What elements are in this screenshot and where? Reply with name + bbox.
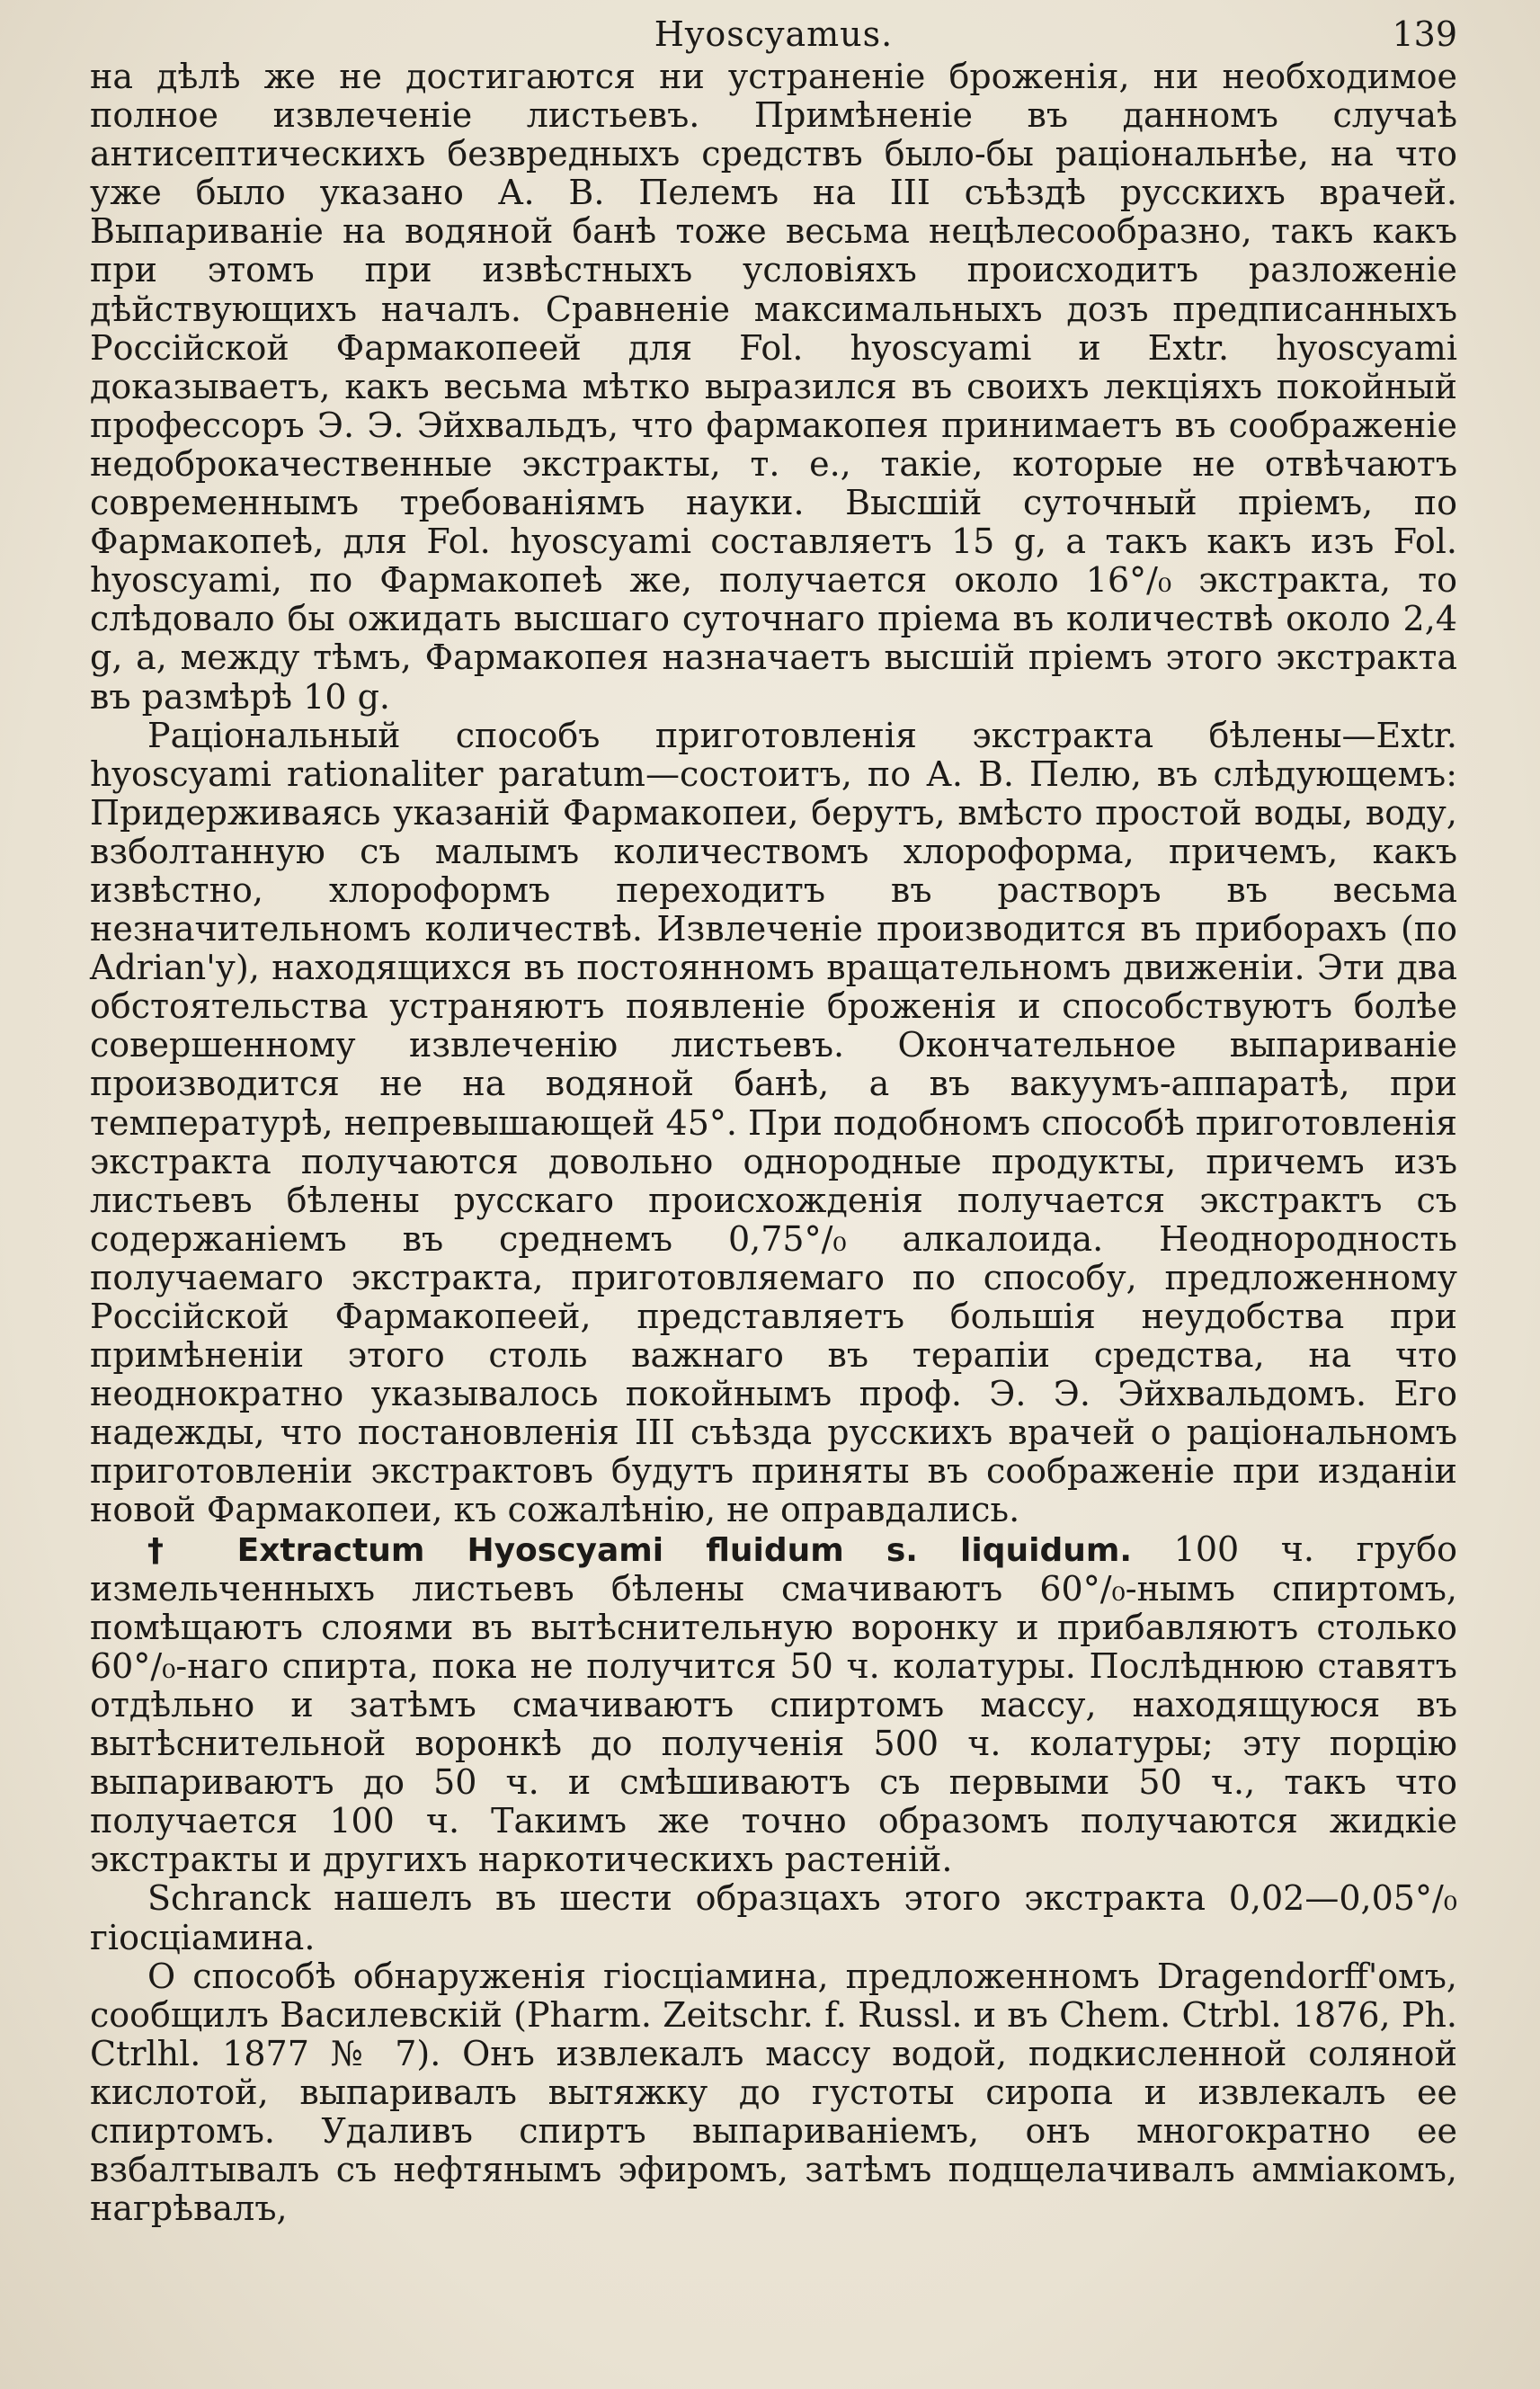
body-text <box>90 58 1457 2228</box>
paragraph-4: Schranck нашелъ въ шести образцахъ этого экстракта 0,02—0,05°/₀ гіосціамина. <box>90 1878 1457 1957</box>
paragraph-3 <box>90 1530 1457 1880</box>
page-number: 139 <box>1392 14 1457 54</box>
section-text: 100 ч. грубо измельченныхъ листьевъ бѣлены смачиваютъ 60°/₀-нымъ спиртомъ, помѣщаютъ слоями въ вытѣснительную воронку и прибавляютъ столько 60°/₀-наго спирта, пока не получится 50 ч. колатуры. Послѣднюю ставятъ отдѣльно и затѣмъ смачиваютъ спиртомъ массу, находящуюся въ вытѣснительной воронкѣ до полученія 500 ч. колатуры; эту порцію выпариваютъ до 50 ч. и смѣшиваютъ съ первыми 50 ч., такъ что получается 100 ч. Такимъ же точно образомъ получаются жидкіе экстракты и другихъ наркотическихъ растеній. <box>90 1529 1457 1880</box>
paragraph-2: Раціональный способъ приготовленія экстракта бѣлены—Extr. hyoscyami rationaliter paratum—состоитъ, по А. В. Пелю, въ слѣдующемъ: Придерживаясь указаній Фармакопеи, берутъ, вмѣсто простой воды, воду, взболтанную съ малымъ количествомъ хлороформа, причемъ, какъ извѣстно, хлороформъ переходитъ въ растворъ въ весьма незначительномъ количествѣ. Извлеченіе производится въ приборахъ (по Adrian'у), находящихся въ постоянномъ вращательномъ движеніи. Эти два обстоятельства устраняютъ появленіе броженія и способствуютъ болѣе совершенному извлеченію листьевъ. Окончательное выпариваніе производится не на водяной банѣ, а въ вакуумъ-аппаратѣ, при температурѣ, непревышающей 45°. При подобномъ способѣ приготовленія экстракта получаются довольно однородные продукты, причемъ изъ листьевъ бѣлены русскаго происхожденія получается экстрактъ съ содержаніемъ въ среднемъ 0,75°/₀ алкалоида. Неоднородность получаемаго экстракта, приготовляемаго по способу, предложенному Россійской Фармакопеей, представляетъ большія неудобства при примѣненіи этого столь важнаго въ терапіи средства, на что неоднократно указывалось покойнымъ проф. Э. Э. Эйхвальдомъ. Его надежды, что постановленія III съѣзда русскихъ врачей о раціональномъ приготовленіи экстрактовъ будутъ приняты въ соображеніе при изданіи новой Фармакопеи, къ сожалѣнію, не оправдались. <box>90 715 1457 1530</box>
section-heading: † Extractum Hyoscyami fluidum s. liquidum. <box>147 1531 1133 1569</box>
paragraph-1: на дѣлѣ же не достигаются ни устраненіе броженія, ни необходимое полное извлеченіе листьевъ. Примѣненіе въ данномъ случаѣ антисептическихъ безвредныхъ средствъ было-бы раціональнѣе, на что уже было указано А. В. Пелемъ на III съѣздѣ русскихъ врачей. Выпариваніе на водяной банѣ тоже весьма нецѣлесообразно, такъ какъ при этомъ при извѣстныхъ условіяхъ происходитъ разложеніе дѣйствующихъ началъ. Сравненіе максимальныхъ дозъ предписанныхъ Россійской Фармакопеей для Fol. hyoscyami и Extr. hyoscyami доказываетъ, какъ весьма мѣтко выразился въ своихъ лекціяхъ покойный профессоръ Э. Э. Эйхвальдъ, что фармакопея принимаетъ въ соображеніе недоброкачественные экстракты, т. е., такіе, которые не отвѣчаютъ современнымъ требованіямъ науки. Высшій суточный пріемъ, по Фармакопеѣ, для Fol. hyoscyami составляетъ 15 g, а такъ какъ изъ Fol. hyoscyami, по Фармакопеѣ же, получается около 16°/₀ экстракта, то слѣдовало бы ожидать высшаго суточнаго пріема въ количествѣ около 2,4 g, а, между тѣмъ, Фармакопея назначаетъ высшій пріемъ этого экстракта въ размѣрѣ 10 g. <box>90 57 1457 717</box>
paragraph-5: О способѣ обнаруженія гіосціамина, предложенномъ Dragendorff'омъ, сообщилъ Василевскій (Pharm. Zeitschr. f. Russl. и въ Chem. Ctrbl. 1876, Ph. Ctrlhl. 1877 № 7). Онъ извлекалъ массу водой, подкисленной соляной кислотой, выпаривалъ вытяжку до густоты сиропа и извлекалъ ее спиртомъ. Удаливъ спиртъ выпариваніемъ, онъ многократно ее взбалтывалъ съ нефтянымъ эфиромъ, затѣмъ подщелачивалъ амміакомъ, нагрѣвалъ, <box>90 1956 1457 2229</box>
running-header <box>90 11 1457 58</box>
running-title: Hyoscyamus. <box>654 14 894 54</box>
